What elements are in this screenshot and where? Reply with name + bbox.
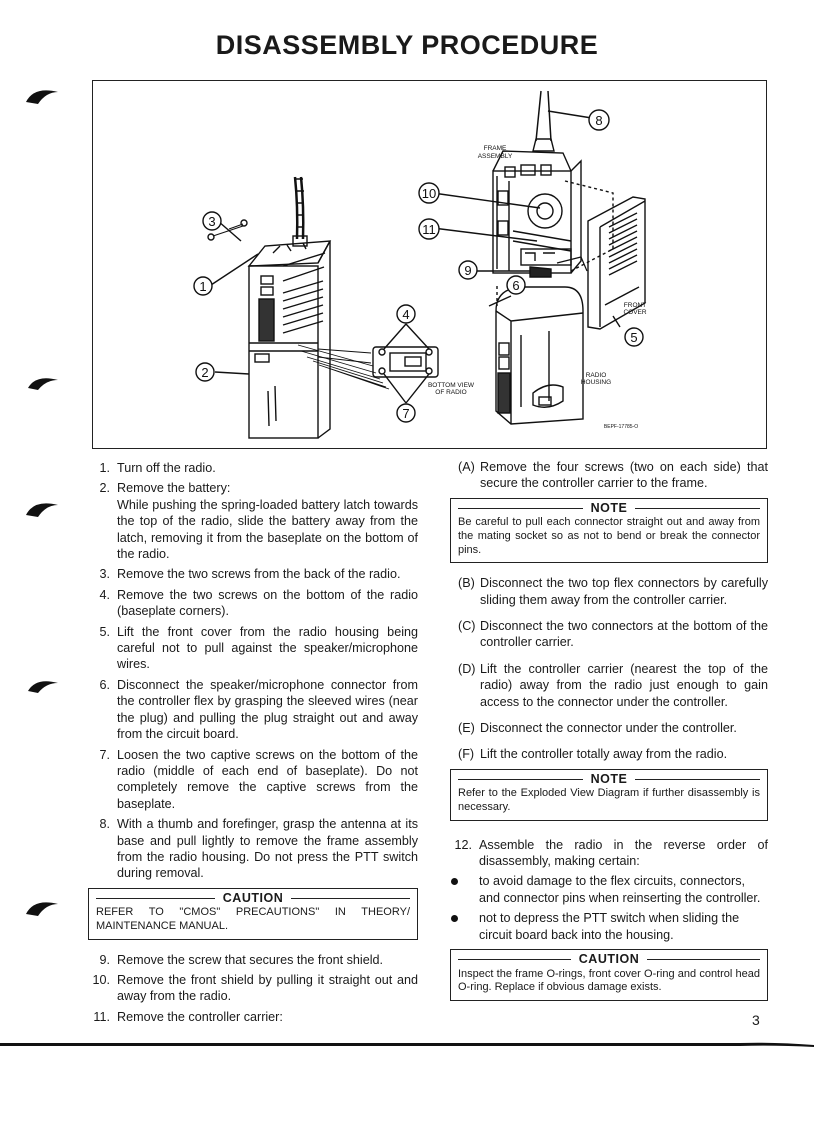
callout-10: 10 [421, 186, 437, 201]
step-9: 9. Remove the screw that secures the front shield. [99, 952, 383, 967]
label-frame-2: ASSEMBLY [477, 153, 513, 160]
margin-mark-2 [24, 370, 62, 392]
label-housing-1: RADIO [585, 372, 607, 379]
step-2: 2. Remove the battery: While pushing the spring-loaded battery latch towards the top of the radio, slide the battery away from the latch, removing it from the baseplate on the bottom of the radio. [99, 481, 418, 562]
note-label-2: NOTE [590, 771, 628, 786]
callout-5: 5 [630, 330, 638, 345]
label-front-cover-2: COVER [623, 309, 647, 316]
exploded-view-drawing [93, 81, 766, 448]
step-3: 3. Remove the two screws from the back of the radio. [99, 567, 401, 582]
substep-e: (E) Disconnect the connector under the controller. [458, 721, 737, 736]
caution-box-orings [450, 949, 768, 1001]
margin-mark-4 [24, 673, 62, 695]
callout-8: 8 [595, 113, 603, 128]
step-8: 8. With a thumb and forefinger, grasp the antenna at its base and pull lightly to remove the frame assembly from the radio housing. Do not press the PTT switch during removal. [99, 817, 418, 881]
callout-3: 3 [208, 214, 216, 229]
step-4: 4. Remove the two screws on the bottom of the radio (baseplate corners). [99, 587, 418, 619]
callout-4: 4 [402, 307, 410, 322]
label-bottom-view-2: OF RADIO [435, 389, 467, 396]
left-column [88, 460, 418, 1029]
footer-rule [0, 1041, 814, 1047]
page-number: 3 [752, 1012, 760, 1028]
bullet-item-2: not to depress the PTT switch when sliding the circuit board back into the housing. [450, 910, 768, 943]
margin-mark-3 [24, 497, 62, 519]
substep-a: (A) Remove the four screws (two on each side) that secure the controller carrier to the frame. [458, 460, 768, 491]
step-12: 12. Assemble the radio in the reverse order of disassembly, making certain: [454, 837, 768, 869]
substep-f: (F) Lift the controller totally away from the radio. [458, 747, 728, 762]
callout-2: 2 [201, 365, 209, 380]
callout-7: 7 [402, 406, 410, 421]
caution-label: CAUTION [222, 890, 284, 905]
substep-d: (D) Lift the controller carrier (nearest the top of the radio) away from the radio just enough to gain access to the connector under the controller. [458, 661, 768, 709]
label-frame-1: FRAME [483, 145, 507, 152]
label-housing-2: HOUSING [580, 379, 612, 386]
bullet-dot-icon [451, 878, 458, 885]
caution-box-cmos [88, 888, 418, 940]
label-bottom-view-1: BOTTOM VIEW [427, 382, 475, 389]
substep-c: (C) Disconnect the two connectors at the bottom of the controller carrier. [458, 619, 768, 650]
bullet-item-1: to avoid damage to the flex circuits, connectors, and connector pins when reinserting the controller. [450, 873, 768, 906]
step-1: 1. Turn off the radio. [99, 461, 216, 475]
step-2-detail: While pushing the spring-loaded battery latch towards the top of the radio, slide the battery away from the latch, removing it from the baseplate on the bottom of the radio. [117, 497, 418, 562]
exploded-view-figure [92, 80, 767, 449]
note-text: Be careful to pull each connector straight out and away from the mating socket so as not to bend or break the connector pins. [458, 516, 760, 556]
substep-b: (B) Disconnect the two top flex connectors by carefully sliding them away from the controller carrier. [458, 576, 768, 607]
step-6: 6. Disconnect the speaker/microphone connector from the controller flex by grasping the sleeved wires (near the plug) and pulling the plug straight out and away from the circuit board. [99, 677, 418, 742]
margin-mark-5 [24, 896, 62, 918]
step-7: 7. Loosen the two captive screws on the bottom of the radio (middle of each end of baseplate). Do not completely remove the captive screws from the baseplate. [99, 747, 418, 811]
label-front-cover-1: FRONT [623, 302, 647, 309]
margin-mark-1 [24, 84, 62, 106]
caution-text-2: Inspect the frame O-rings, front cover O-ring and control head O-ring. Replace if obvious damage exists. [458, 967, 760, 994]
note-box-exploded-view [450, 769, 768, 821]
note-text-2: Refer to the Exploded View Diagram if further disassembly is necessary. [458, 787, 760, 814]
step-11: 11. Remove the controller carrier: [93, 1009, 283, 1024]
callout-6: 6 [512, 278, 520, 293]
figure-code: BEPF-17785-O [603, 424, 639, 430]
step-10: 10. Remove the front shield by pulling it straight out and away from the radio. [92, 972, 418, 1004]
note-box-connectors [450, 498, 768, 563]
callout-11: 11 [422, 222, 436, 237]
caution-label-2: CAUTION [578, 952, 640, 967]
caution-text: REFER TO "CMOS" PRECAUTIONS" IN THEORY/ MAINTENANCE MANUAL. [96, 906, 410, 932]
callout-9: 9 [464, 263, 472, 278]
page-title: DISASSEMBLY PROCEDURE [215, 30, 599, 60]
right-column [450, 459, 768, 1013]
bullet-dot-icon [451, 915, 458, 922]
note-label: NOTE [590, 500, 628, 515]
callout-1: 1 [199, 279, 207, 294]
step-5: 5. Lift the front cover from the radio housing being careful not to pull against the speaker/microphone wires. [99, 624, 418, 672]
